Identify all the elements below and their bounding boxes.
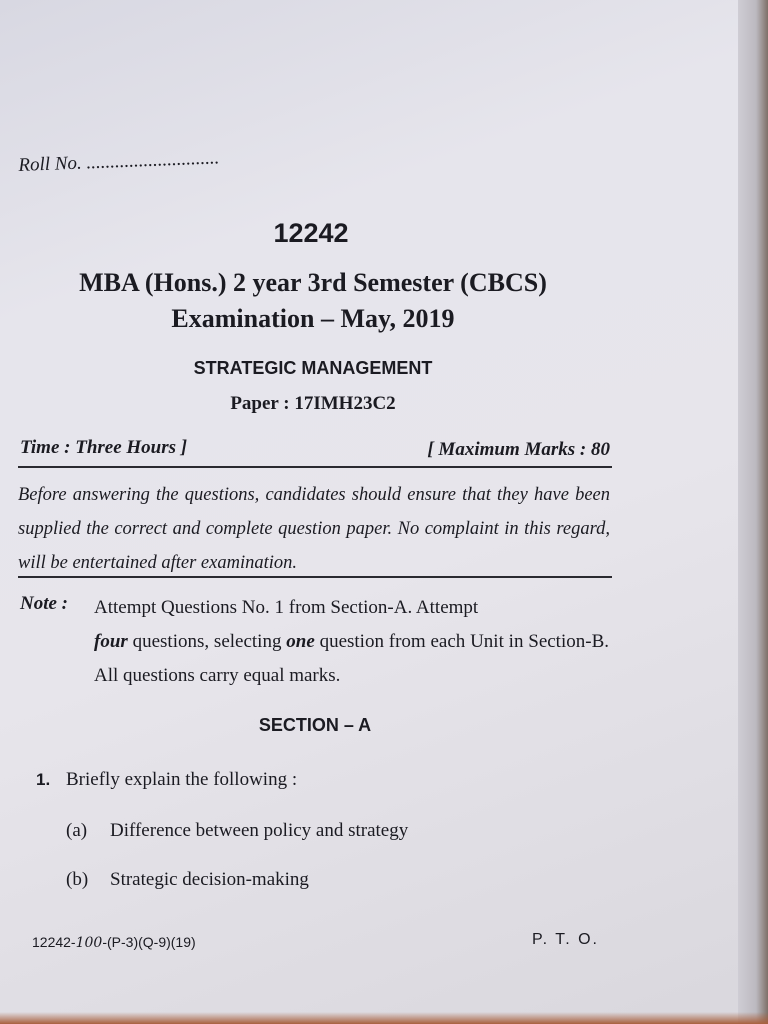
subject-title: STRATEGIC MANAGEMENT	[193, 358, 433, 378]
note-text-part2: questions, selecting	[127, 631, 287, 652]
footer-code-prefix: 12242-	[32, 934, 76, 950]
paper-number: Paper : 17IMH23C2	[230, 393, 396, 414]
note-text-part1: Attempt Questions No. 1 from Section-A. Attempt	[94, 597, 479, 618]
time-allowed: Time : Three Hours ]	[20, 437, 188, 458]
subpart-a-label: (a)	[66, 820, 88, 841]
note-text	[94, 591, 609, 693]
question-number: 1.	[36, 770, 51, 789]
exam-title-line1: MBA (Hons.) 2 year 3rd Semester (CBCS)	[79, 268, 547, 297]
candidate-instructions: Before answering the questions, candidates should ensure that they have been supplied the correct and complete question paper. No complaint in this regard, will be entertained after examination.	[18, 485, 610, 573]
divider-bottom	[18, 576, 612, 578]
subpart-b-text: Strategic decision-making	[110, 869, 309, 890]
footer-code-suffix: -(P-3)(Q-9)(19)	[102, 934, 196, 950]
roll-number-field: Roll No. ............................	[18, 147, 220, 176]
subpart-b-label: (b)	[66, 869, 89, 890]
note-word-four: four	[94, 631, 128, 652]
footer-code-handwritten: 100	[75, 935, 103, 951]
footer-print-code	[32, 934, 196, 951]
section-a-heading: SECTION – A	[258, 715, 372, 735]
note-word-one: one	[286, 631, 315, 652]
exam-title-line2: Examination – May, 2019	[171, 304, 455, 333]
note-text-part3: question from each Unit in Section-B. All questions carry equal marks.	[94, 631, 609, 686]
page-bottom-shadow	[0, 1012, 768, 1024]
page-edge	[738, 0, 768, 1024]
question-text: Briefly explain the following :	[66, 769, 298, 790]
divider-top	[18, 466, 612, 468]
subpart-a-text: Difference between policy and strategy	[110, 820, 409, 841]
note-label: Note :	[20, 593, 69, 614]
maximum-marks: [ Maximum Marks : 80	[427, 439, 610, 460]
please-turn-over: P. T. O.	[532, 931, 599, 948]
paper-code: 12242	[273, 218, 349, 248]
